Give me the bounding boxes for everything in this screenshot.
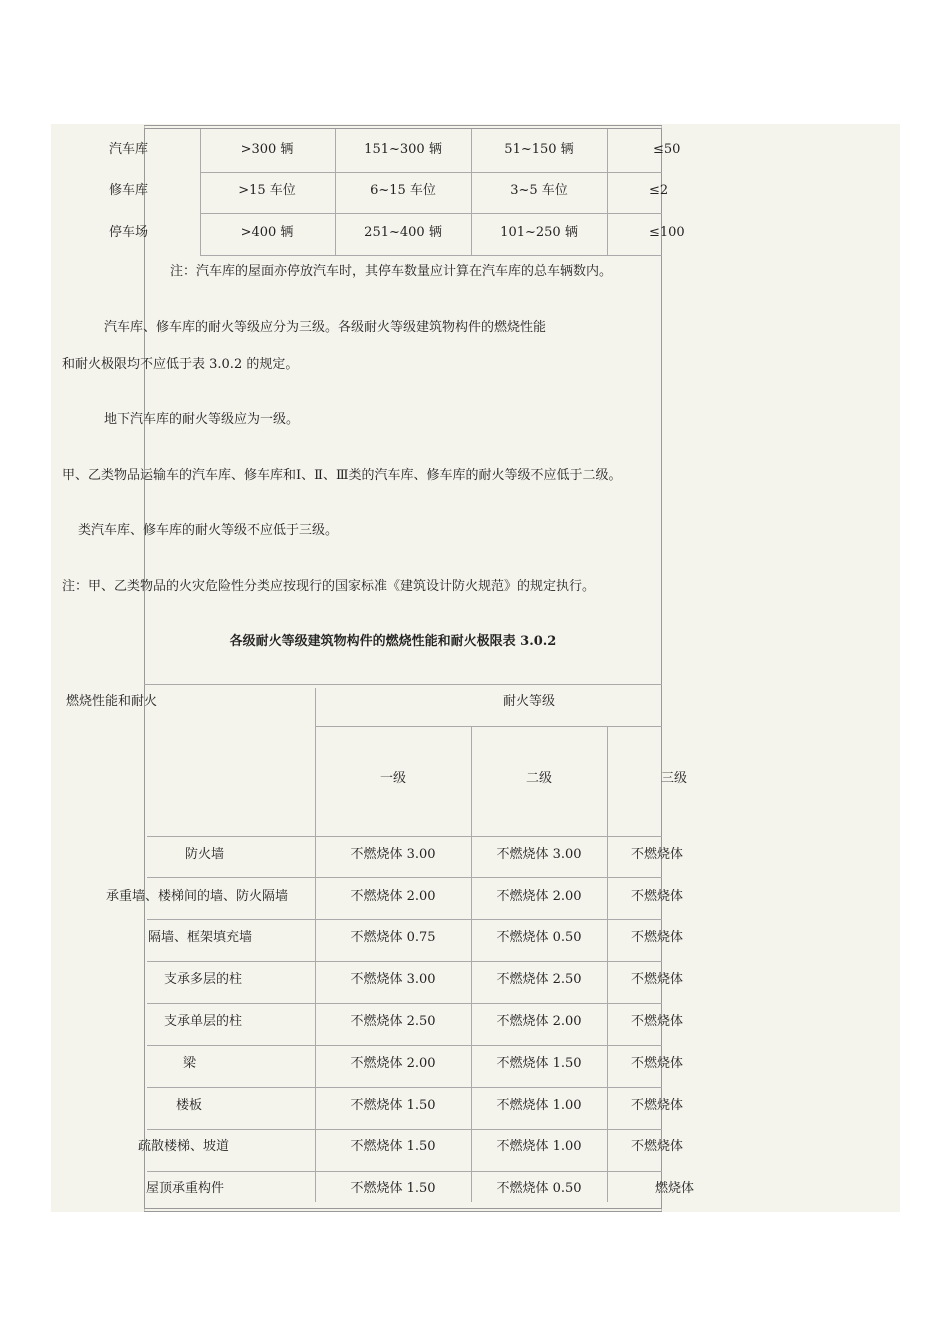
table-cell: 不燃烧体 <box>631 889 684 904</box>
table2-title: 各级耐火等级建筑物构件的燃烧性能和耐火极限表 3.0.2 <box>229 634 557 649</box>
paragraph: 汽车库、修车库的耐火等级应分为三级。各级耐火等级建筑物构件的燃烧性能 <box>104 320 547 335</box>
table-cell: 不燃烧体 <box>631 1139 684 1154</box>
table-cell: 不燃烧体 <box>631 1098 684 1113</box>
paragraph: 地下汽车库的耐火等级应为一级。 <box>104 412 300 427</box>
table-row-name: 修车库 <box>109 183 149 198</box>
table-cell: 不燃烧体 2.00 <box>350 889 436 904</box>
table-cell: >15 车位 <box>238 183 296 198</box>
table-cell: 燃烧体 <box>655 1181 695 1196</box>
table-cell: 不燃烧体 <box>631 1014 684 1029</box>
table-row-name: 防火墙 <box>185 847 225 862</box>
outer-table-frame <box>144 125 662 1212</box>
table-cell: 不燃烧体 0.50 <box>496 1181 582 1196</box>
table-cell: 不燃烧体 1.50 <box>350 1181 436 1196</box>
table-cell: 6~15 车位 <box>370 183 436 198</box>
table-row-name: 停车场 <box>109 225 149 240</box>
table-row-name: 隔墙、框架填充墙 <box>148 930 253 945</box>
table-cell: ≤100 <box>649 225 685 240</box>
table-cell: 101~250 辆 <box>500 225 578 240</box>
table-cell: 不燃烧体 <box>631 847 684 862</box>
table2-header-group: 耐火等级 <box>502 694 556 709</box>
table-cell: 不燃烧体 <box>631 972 684 987</box>
table-row-name: 梁 <box>183 1056 197 1071</box>
table-cell: >300 辆 <box>240 142 294 157</box>
table-cell: 不燃烧体 1.00 <box>496 1098 582 1113</box>
paragraph: 甲、乙类物品运输车的汽车库、修车库和Ⅰ、Ⅱ、Ⅲ类的汽车库、修车库的耐火等级不应低于二级。 <box>62 468 622 483</box>
table-cell: 51~150 辆 <box>504 142 574 157</box>
table-cell: 3~5 车位 <box>510 183 568 198</box>
table-cell: 不燃烧体 1.00 <box>496 1139 582 1154</box>
table2-level-header: 二级 <box>525 771 553 786</box>
table-cell: 不燃烧体 <box>631 1056 684 1071</box>
table-row-name: 支承单层的柱 <box>164 1014 243 1029</box>
table-cell: 不燃烧体 1.50 <box>350 1098 436 1113</box>
paragraph: 注：甲、乙类物品的火灾危险性分类应按现行的国家标准《建筑设计防火规范》的规定执行。 <box>62 579 596 594</box>
table2-header-left: 燃烧性能和耐火 <box>66 694 158 709</box>
table-row-name: 屋顶承重构件 <box>146 1181 225 1196</box>
table-row-name: 支承多层的柱 <box>164 972 243 987</box>
table-cell: 不燃烧体 <box>631 930 684 945</box>
table-row-name: 疏散楼梯、坡道 <box>138 1139 230 1154</box>
paragraph: 类汽车库、修车库的耐火等级不应低于三级。 <box>78 523 339 538</box>
table-cell: 不燃烧体 1.50 <box>496 1056 582 1071</box>
table-cell: 不燃烧体 2.00 <box>496 1014 582 1029</box>
table-cell: 不燃烧体 0.50 <box>496 930 582 945</box>
table-cell: 不燃烧体 3.00 <box>496 847 582 862</box>
table-cell: 不燃烧体 2.00 <box>350 1056 436 1071</box>
table-cell: ≤2 <box>649 183 669 198</box>
table-row-name: 承重墙、楼梯间的墙、防火隔墙 <box>106 889 289 904</box>
table-cell: 不燃烧体 3.00 <box>350 972 436 987</box>
table2-level-header: 三级 <box>661 771 688 786</box>
table-cell: >400 辆 <box>240 225 294 240</box>
table-cell: 不燃烧体 0.75 <box>350 930 436 945</box>
table-row-name: 汽车库 <box>109 142 149 157</box>
table-cell: 不燃烧体 3.00 <box>350 847 436 862</box>
paragraph: 和耐火极限均不应低于表 3.0.2 的规定。 <box>62 357 299 372</box>
table-cell: 151~300 辆 <box>364 142 442 157</box>
table-row-name: 楼板 <box>176 1098 203 1113</box>
table1-note: 注：汽车库的屋面亦停放汽车时，其停车数量应计算在汽车库的总车辆数内。 <box>170 264 613 279</box>
table2-level-header: 一级 <box>379 771 407 786</box>
table-cell: 不燃烧体 2.00 <box>496 889 582 904</box>
table-cell: ≤50 <box>653 142 681 157</box>
table-cell: 不燃烧体 2.50 <box>496 972 582 987</box>
table-cell: 不燃烧体 2.50 <box>350 1014 436 1029</box>
table-cell: 不燃烧体 1.50 <box>350 1139 436 1154</box>
table-cell: 251~400 辆 <box>364 225 442 240</box>
